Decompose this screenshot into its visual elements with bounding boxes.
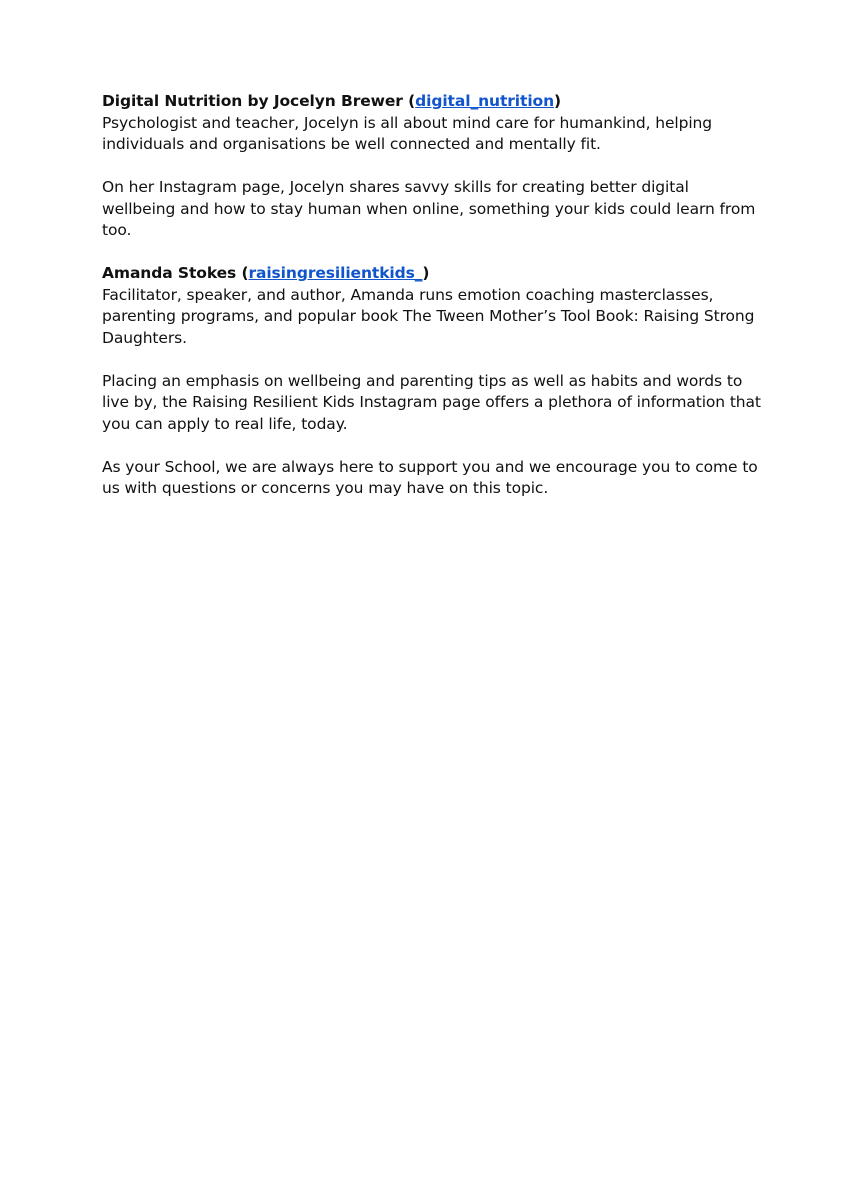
- profile-digital-nutrition-heading-block: [102, 91, 762, 156]
- profile-amanda-stokes-detail-block: [102, 371, 762, 436]
- heading-suffix: ): [422, 264, 430, 282]
- heading-suffix: ): [554, 92, 562, 110]
- profile-digital-nutrition-detail-block: [102, 177, 762, 242]
- profile-detail: On her Instagram page, Jocelyn shares savvy skills for creating better digital wellbeing and how to stay human when online, something your kids could learn from too.: [102, 178, 756, 239]
- document-body: [102, 91, 762, 521]
- closing-block: [102, 457, 762, 500]
- profile-amanda-stokes-heading-block: [102, 263, 762, 349]
- instagram-handle-link[interactable]: raisingresilientkids_: [248, 264, 423, 282]
- instagram-handle-link[interactable]: digital_nutrition: [415, 92, 555, 110]
- profile-description: Psychologist and teacher, Jocelyn is all about mind care for humankind, helping individuals and organisations be well connected and mentally fit.: [102, 113, 713, 153]
- profile-heading: [102, 91, 762, 113]
- heading-prefix: Amanda Stokes (: [102, 264, 249, 282]
- profile-heading: [102, 263, 762, 285]
- heading-prefix: Digital Nutrition by Jocelyn Brewer (: [102, 92, 416, 110]
- profile-detail: Placing an emphasis on wellbeing and parenting tips as well as habits and words to live by, the Raising Resilient Kids Instagram page offers a plethora of information that you can apply to real life, today.: [102, 371, 761, 433]
- profile-description: Facilitator, speaker, and author, Amanda runs emotion coaching masterclasses, parenting programs, and popular book The Tween Mother’s Tool Book: Raising Strong Daughters.: [102, 285, 755, 347]
- closing-paragraph: As your School, we are always here to support you and we encourage you to come to us with questions or concerns you may have on this topic.: [102, 457, 758, 497]
